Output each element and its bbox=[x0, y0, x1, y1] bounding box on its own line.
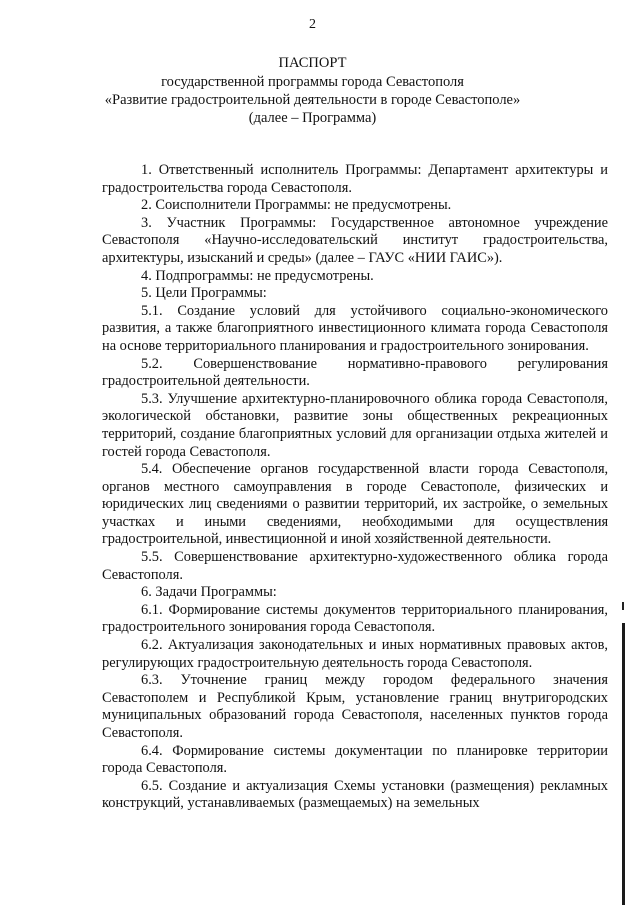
paragraph-goal-5-3: 5.3. Улучшение архитектурно-планировочного облика города Севастополя, экологической обстановки, развитие зоны общественных рекреационных территорий, создание благоприятных условий для организации отдыха жителей и гостей города Севастополя. bbox=[102, 390, 608, 460]
paragraph-task-6-5: 6.5. Создание и актуализация Схемы установки (размещения) рекламных конструкций, устанавливаемых (размещаемых) на земельных bbox=[102, 777, 608, 812]
paragraph-goals-heading: 5. Цели Программы: bbox=[141, 285, 267, 302]
page-number: 2 bbox=[309, 17, 316, 32]
paragraph-task-6-3: 6.3. Уточнение границ между городом федерального значения Севастополем и Республикой Крым, установление границ внутригородских муниципальных образований города Севастополя, населенных пунктов города Севастополя. bbox=[102, 672, 608, 741]
paragraph-goal-5-5: 5.5. Совершенствование архитектурно-художественного облика города Севастополя. bbox=[102, 549, 608, 583]
scan-edge-mark bbox=[622, 602, 624, 610]
heading-line-2: «Развитие градостроительной деятельности в городе Севастополе» bbox=[104, 92, 521, 108]
paragraph-goal-5-1: 5.1. Создание условий для устойчивого социально-экономического развития, а также благоприятного инвестиционного климата города Севастополя на основе территориального планирования и градостроительного зонирования. bbox=[102, 302, 608, 354]
paragraph-participant: 3. Участник Программы: Государственное автономное учреждение Севастополя «Научно-исследовательский институт градостроительства, архитектуры, изысканий и среды» (далее – ГАУС «НИИ ГАИС»). bbox=[102, 214, 608, 266]
paragraph-goal-5-4: 5.4. Обеспечение органов государственной власти города Севастополя, органов местного самоуправления в городе Севастополе, физических и юридических лиц сведениями о развитии территорий, их застройке, о земельных участках и иными сведениями, необходимыми для осуществления градостроительной, инвестиционной и иной хозяйственной деятельности. bbox=[102, 461, 608, 548]
paragraph-tasks-heading: 6. Задачи Программы: bbox=[141, 584, 277, 601]
heading-line-1: государственной программы города Севастополя bbox=[161, 74, 464, 90]
document-title: ПАСПОРТ bbox=[278, 55, 347, 71]
paragraph-goal-5-2: 5.2. Совершенствование нормативно-правового регулирования градостроительной деятельности. bbox=[102, 355, 608, 390]
passport-heading bbox=[0, 54, 625, 127]
heading-line-3: (далее – Программа) bbox=[248, 110, 377, 126]
document-body bbox=[102, 162, 608, 813]
paragraph-responsible-executor: 1. Ответственный исполнитель Программы: Департамент архитектуры и градостроительства города Севастополя. bbox=[102, 162, 608, 196]
paragraph-task-6-4: 6.4. Формирование системы документации по планировке территории города Севастополя. bbox=[102, 742, 608, 777]
paragraph-co-executors: 2. Соисполнители Программы: не предусмотрены. bbox=[141, 197, 452, 214]
paragraph-subprograms: 4. Подпрограммы: не предусмотрены. bbox=[141, 267, 374, 284]
paragraph-task-6-1: 6.1. Формирование системы документов территориального планирования, градостроительного зонирования города Севастополя. bbox=[102, 601, 608, 636]
paragraph-task-6-2: 6.2. Актуализация законодательных и иных нормативных правовых актов, регулирующих градостроительную деятельность города Севастополя. bbox=[102, 637, 608, 671]
